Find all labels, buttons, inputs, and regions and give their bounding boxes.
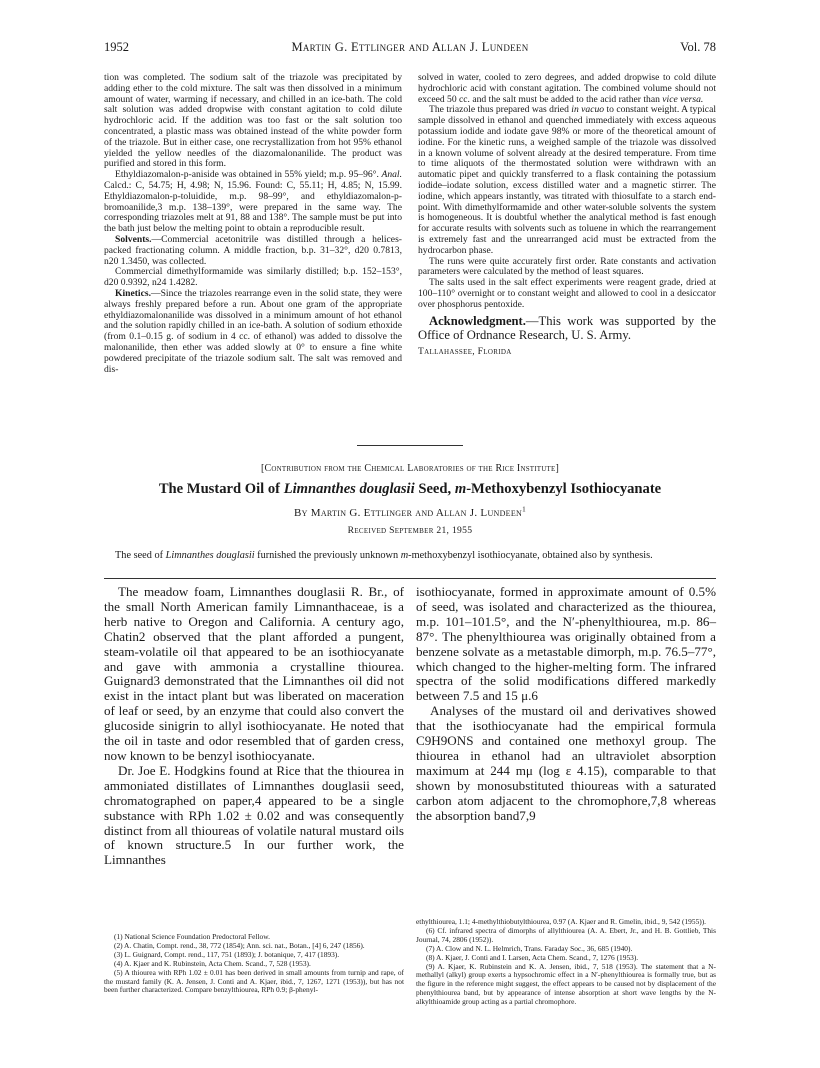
- paragraph: The triazole thus prepared was dried in vacuo to constant weight. A typical sample dissolved in ethanol and quenched immediately with excess aqueous potassium iodide and iodate gave 98% or more of the theoretical amount of iodine. For the kinetic runs, a weighed sample of the triazole was dissolved in a known volume of solvent already at the desired temperature. From time to time aliquots of the thermostated solution were withdrawn with an automatic pipet and quickly transferred to a flask containing the potassium iodide–iodate solution, excess distilled water and a magnetic stirrer. The iodine, which appears instantly, was titrated with thiosulfate to a starch end-point. With dimethylformamide and other water-soluble solvents the system is homogeneous. It is doubtful whether the analytical method is fast enough for accurate results with solvents such as toluene in which the rearrangement is extremely fast and the unrearranged acid must be extracted from the hydrocarbon phase.: [418, 104, 716, 256]
- footnote: (9) A. Kjaer, K. Rubinstein and K. A. Jensen, ibid., 7, 518 (1953). The statement that a N-methallyl (alkyl) group exerts a hypsochromic effect in a N′-phenylthiourea is formally true, but as the figure in the reference might suggest, the effect appears to be caused not by displacement of the phenylthiourea band, but by appearance of intense absorption at short wave lengths by the N-alkylthioamide group acting as a partial chromophore.: [416, 961, 716, 1007]
- paragraph: Dr. Joe E. Hodgkins found at Rice that the thiourea in ammoniated distillates of Limnanthes douglasii seed, chromatographed on paper,4 appeared to be a single substance with RPh 1.02 ± 0.02 and was consequently distinct from all thioureas of volatile natural mustard oils of known structure.5 In our further work, the Limnanthes: [104, 762, 404, 868]
- paragraph: The meadow foam, Limnanthes douglasii R. Br., of the small North American family Limnanthaceae, is a herb native to Oregon and California. A century ago, Chatin2 observed that the plant afforded a pungent, steam-volatile oil that appeared to be an isothiocyanate and gave with ammonia a crystalline thiourea. Guignard3 demonstrated that the Limnanthes oil did not exist in the intact plant but was liberated on maceration of leaf or seed, by an enzyme that could also convert the glucoside sinigrin to allyl isothiocyanate. He noted that the oil in taste and odor resembled that of garden cress, now known to be benzyl isothiocyanate.: [104, 584, 404, 763]
- footnote: (1) National Science Foundation Predoctoral Fellow.: [114, 932, 270, 941]
- footnotes-right: [416, 918, 716, 1007]
- footnote: ethylthiourea, 1.1; 4-methylthiobutylthiourea, 0.97 (A. Kjaer and R. Gmelin, ibid., 9, 542 (1955)).: [416, 917, 707, 926]
- paragraph: Solvents.—Commercial acetonitrile was distilled through a helices-packed fractionating column. A middle fraction, b.p. 31–32°, d20 0.7813, n20 1.3450, was collected.: [104, 233, 402, 267]
- footnote: (4) A. Kjaer and K. Rubinstein, Acta Chem. Scand., 7, 528 (1953).: [114, 958, 311, 968]
- body-right-column: [416, 585, 716, 824]
- previous-article-right-column: [418, 73, 716, 358]
- paragraph: Ethyldiazomalon-p-aniside was obtained in 55% yield; m.p. 95–96°. Anal. Calcd.: C, 54.75; H, 4.98; N, 15.96. Found: C, 55.11; H, 4.85; N, 15.99. Ethyldiazomalon-p-toluidide, m.p. 98–99°, and ethyldiazomalon-p-bromoanilide,3 m.p. 138–139°, were prepared in the same way. The corresponding triazoles melt at 91, 88 and 138°. The sample must be put into the bath just below the melting point to obtain a reproducible result.: [104, 169, 402, 235]
- footnote: (7) A. Clow and N. L. Helmrich, Trans. Faraday Soc., 36, 685 (1940).: [426, 943, 633, 953]
- running-header: [104, 40, 716, 56]
- article-title: The Mustard Oil of Limnanthes douglasii Seed, m-Methoxybenzyl Isothiocyanate: [158, 481, 662, 497]
- acknowledgment: Acknowledgment.—This work was supported by the Office of Ordnance Research, U. S. Army.: [418, 313, 716, 342]
- contribution-line: [Contribution from the Chemical Laboratories of the Rice Institute]: [260, 463, 560, 474]
- abstract-rule: [104, 578, 716, 579]
- footnotes-left: [104, 933, 404, 995]
- footnote: (2) A. Chatin, Compt. rend., 38, 772 (1854); Ann. sci. nat., Botan., [4] 6, 247 (1856).: [114, 940, 365, 950]
- byline: By Martin G. Ettlinger and Allan J. Lundeen$^1$: [293, 505, 527, 519]
- paragraph: The runs were quite accurately first order. Rate constants and activation parameters were calculated by the method of least squares.: [418, 255, 716, 278]
- footnote: (8) A. Kjaer, J. Conti and I. Larsen, Acta Chem. Scand., 7, 1276 (1953).: [426, 952, 639, 962]
- paragraph: Kinetics.—Since the triazoles rearrange even in the solid state, they were always freshly prepared before a run. About one gram of the appropriate ethyldiazomalonanilide was dissolved in a minimum amount of hot ethanol and the solution rapidly chilled in an ice-bath. A solution of sodium ethoxide (from 0.1–0.15 g. of sodium in 4 cc. of ethanol) was added to dissolve the malonanilide, then ether was added slowly at 0° to ensure a fine white powdered precipitate of the triazole sodium salt. The salt was removed and dis-: [104, 287, 402, 375]
- received-date: Received September 21, 1955: [347, 525, 473, 536]
- paragraph: isothiocyanate, formed in approximate amount of 0.5% of seed, was isolated and characterized as the thiourea, m.p. 101–101.5°, and the N′-phenylthiourea, m.p. 86–87°. The phenylthiourea was originally obtained from a benzene solvate as a metastable dimorph, m.p. 76.5–77°, which changed to the higher-melting form. The infrared spectra of the solid modifications differed markedly between 7.5 and 15 μ.6: [416, 584, 716, 704]
- footnote: (3) L. Guignard, Compt. rend., 117, 751 (1893); J. botanique, 7, 417 (1893).: [114, 949, 340, 959]
- paragraph: tion was completed. The sodium salt of the triazole was precipitated by adding ether to the cold mixture. The salt was then dissolved in a minimum amount of water, warming if necessary, and chilled in an ice-bath. The cold salt solution was added dropwise with constant agitation to cold dilute hydrochloric acid. If the addition was too fast or the salt solution too concentrated, a plastic mass was obtained instead of the white powder form of the triazole. But in either case, one recrystallization from hot 95% ethanol yielded the yellow needles of the diazomalonanilide. The product was purified and stored in this form.: [104, 72, 402, 170]
- paragraph: The salts used in the salt effect experiments were reagent grade, dried at 100–110° overnight or to constant weight and allowed to cool in a desiccator over phosphorus pentoxide.: [418, 277, 716, 310]
- section-heading: Solvents.: [115, 233, 152, 245]
- previous-article-left-column: [104, 73, 402, 375]
- paragraph: solved in water, cooled to zero degrees, and added dropwise to cold dilute hydrochloric acid with constant agitation. The combined volume should not exceed 50 cc. and the salt must be added to the acid rather than vice versa.: [418, 72, 716, 105]
- footnote: (6) Cf. infrared spectra of dimorphs of allylthiourea (A. A. Ebert, Jr., and H. B. Gottlieb, This Journal, 74, 2806 (1952)).: [416, 925, 716, 944]
- paragraph: Analyses of the mustard oil and derivatives showed that the isothiocyanate had the empirical formula C9H9ONS and contained one methoxyl group. The thiourea in ethanol had an ultraviolet absorption maximum at 244 mμ (log ε 4.15), comparable to that shown by monosubstituted thioureas with a saturated carbon atom adjacent to the chromophore,7,8 whereas the absorption band7,9: [416, 703, 716, 823]
- volume-number: Vol. 78: [680, 40, 716, 54]
- location-line: Tallahassee, Florida: [418, 345, 512, 357]
- page-number: 1952: [104, 40, 129, 54]
- abstract: The seed of Limnanthes douglasii furnished the previously unknown m-methoxybenzyl isothiocyanate, obtained also by synthesis.: [115, 550, 653, 561]
- footnote: (5) A thiourea with RPh 1.02 ± 0.01 has been derived in small amounts from turnip and rape, of the mustard family (K. A. Jensen, J. Conti and A. Kjaer, ibid., 7, 1267, 1271 (1953)), but has not been further characterized. Compare benzylthiourea, RPh 0.9; β-phenyl-: [104, 967, 404, 995]
- body-left-column: [104, 585, 404, 868]
- header-authors: Martin G. Ettlinger and Allan J. Lundeen: [291, 40, 529, 54]
- divider-rule: [357, 445, 463, 446]
- paragraph: Commercial dimethylformamide was similarly distilled; b.p. 152–153°, d20 0.9392, n24 1.4282.: [104, 266, 402, 289]
- section-heading: Kinetics.: [115, 287, 151, 299]
